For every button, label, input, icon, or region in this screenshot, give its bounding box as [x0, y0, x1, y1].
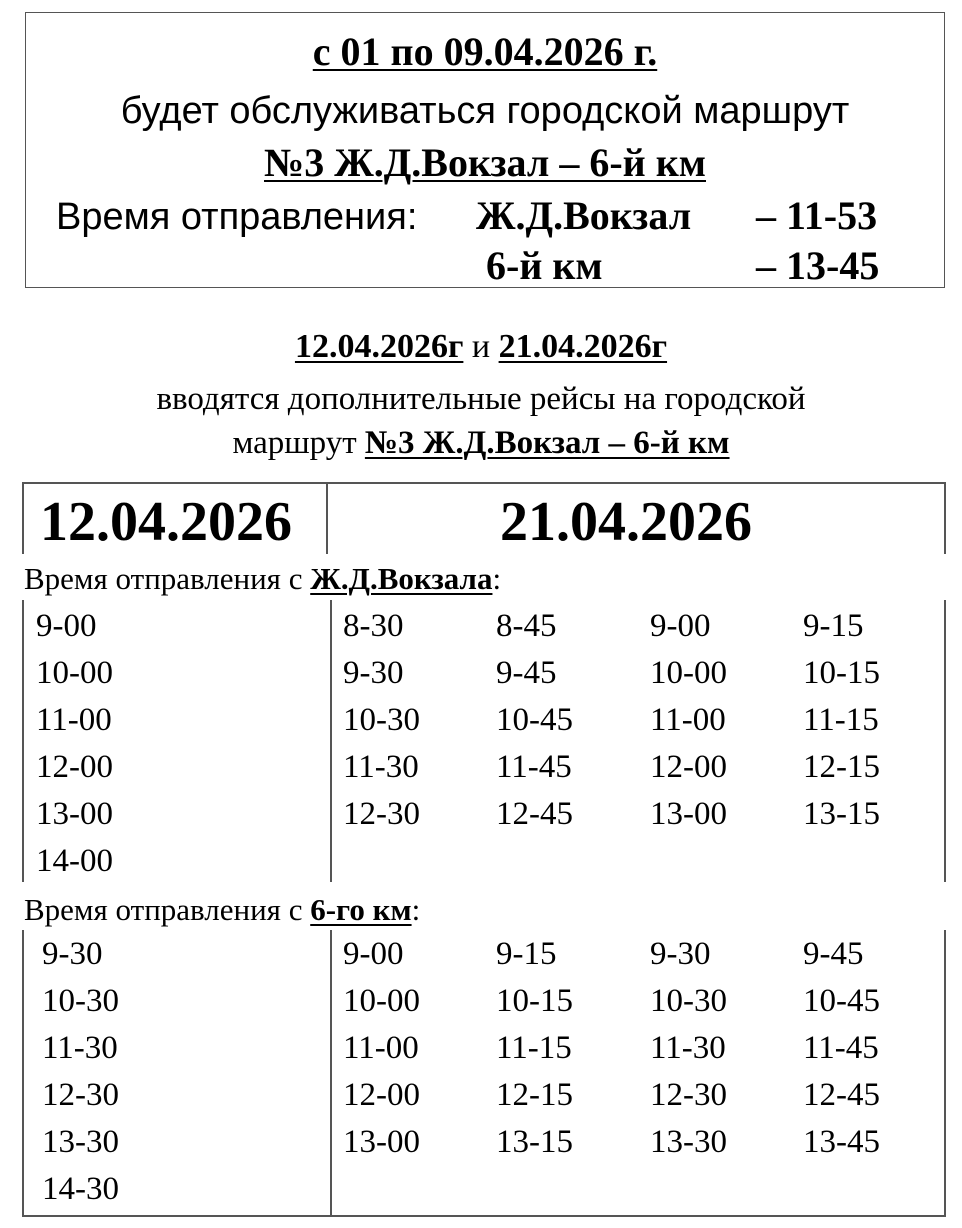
time-cell: 13-30 — [650, 1124, 727, 1160]
time-cell: 13-00 — [343, 1124, 420, 1160]
time-cell: 12-30 — [343, 796, 420, 832]
stop1-name: Ж.Д.Вокзал — [476, 193, 692, 238]
time-cell: 12-30 — [42, 1077, 119, 1113]
time-cell: 10-30 — [343, 702, 420, 738]
table-right-border-head — [944, 482, 946, 554]
time-cell: 9-45 — [496, 655, 557, 691]
time-cell: 10-15 — [803, 655, 880, 691]
stop2-name: 6-й км — [486, 243, 603, 288]
time-cell: 10-00 — [650, 655, 727, 691]
time-cell: 10-15 — [496, 983, 573, 1019]
time-cell: 8-30 — [343, 608, 404, 644]
time-cell: 11-15 — [803, 702, 879, 738]
time-cell: 11-30 — [650, 1030, 726, 1066]
intro-text: вводятся дополнительные рейсы на городской — [156, 381, 806, 417]
table-left-border-head — [22, 482, 24, 554]
section1-title: Время отправления с Ж.Д.Вокзала: — [24, 561, 502, 596]
time-cell: 11-00 — [650, 702, 726, 738]
table-right-border-s2 — [944, 930, 946, 1216]
intro-dates: 12.04.2026г и 21.04.2026г — [294, 328, 668, 365]
time-cell: 13-45 — [803, 1124, 880, 1160]
time-cell: 12-15 — [803, 749, 880, 785]
time-cell: 14-30 — [42, 1171, 119, 1207]
time-cell: 9-30 — [343, 655, 404, 691]
notice-text: будет обслуживаться городской маршрут — [120, 90, 850, 132]
notice-period: с 01 по 09.04.2026 г. — [312, 29, 658, 74]
time-cell: 10-45 — [496, 702, 573, 738]
time-cell: 12-00 — [650, 749, 727, 785]
time-cell: 10-00 — [343, 983, 420, 1019]
table-divider-s1 — [330, 600, 332, 882]
time-cell: 9-30 — [42, 936, 103, 972]
table-divider-s2 — [330, 930, 332, 1216]
stop2-time: – 13-45 — [756, 243, 880, 288]
time-cell: 13-30 — [42, 1124, 119, 1160]
time-cell: 12-15 — [496, 1077, 573, 1113]
table-bottom-border — [22, 1215, 946, 1217]
time-cell: 9-45 — [803, 936, 864, 972]
time-cell: 13-00 — [650, 796, 727, 832]
time-cell: 11-15 — [496, 1030, 572, 1066]
time-cell: 9-15 — [496, 936, 557, 972]
time-cell: 9-30 — [650, 936, 711, 972]
time-cell: 10-45 — [803, 983, 880, 1019]
time-cell: 10-30 — [650, 983, 727, 1019]
time-cell: 9-00 — [650, 608, 711, 644]
time-cell: 13-15 — [803, 796, 880, 832]
time-cell: 11-45 — [496, 749, 572, 785]
time-cell: 12-00 — [36, 749, 113, 785]
time-cell: 12-45 — [803, 1077, 880, 1113]
date-header-1: 12.04.2026 — [40, 491, 292, 553]
time-cell: 14-00 — [36, 843, 113, 879]
time-cell: 11-45 — [803, 1030, 879, 1066]
time-cell: 11-30 — [343, 749, 419, 785]
time-cell: 11-00 — [343, 1030, 419, 1066]
date-header-2: 21.04.2026 — [500, 491, 752, 553]
intro-route: маршрут №3 Ж.Д.Вокзал – 6-й км — [232, 425, 730, 461]
time-cell: 9-00 — [343, 936, 404, 972]
departure-label: Время отправления: — [56, 196, 418, 238]
table-top-border — [22, 482, 946, 484]
time-cell: 11-00 — [36, 702, 112, 738]
time-cell: 12-00 — [343, 1077, 420, 1113]
time-cell: 10-00 — [36, 655, 113, 691]
section2-title: Время отправления с 6-го км: — [24, 892, 421, 927]
time-cell: 12-30 — [650, 1077, 727, 1113]
table-right-border-s1 — [944, 600, 946, 882]
notice-route: №3 Ж.Д.Вокзал – 6-й км — [264, 140, 706, 185]
stop1-time: – 11-53 — [756, 193, 878, 238]
time-cell: 8-45 — [496, 608, 557, 644]
time-cell: 11-30 — [42, 1030, 118, 1066]
time-cell: 9-15 — [803, 608, 864, 644]
time-cell: 9-00 — [36, 608, 97, 644]
notice-box — [25, 12, 945, 288]
table-divider-head — [326, 482, 328, 554]
time-cell: 13-00 — [36, 796, 113, 832]
time-cell: 10-30 — [42, 983, 119, 1019]
table-left-border-s2 — [22, 930, 24, 1216]
table-left-border-s1 — [22, 600, 24, 882]
time-cell: 12-45 — [496, 796, 573, 832]
time-cell: 13-15 — [496, 1124, 573, 1160]
